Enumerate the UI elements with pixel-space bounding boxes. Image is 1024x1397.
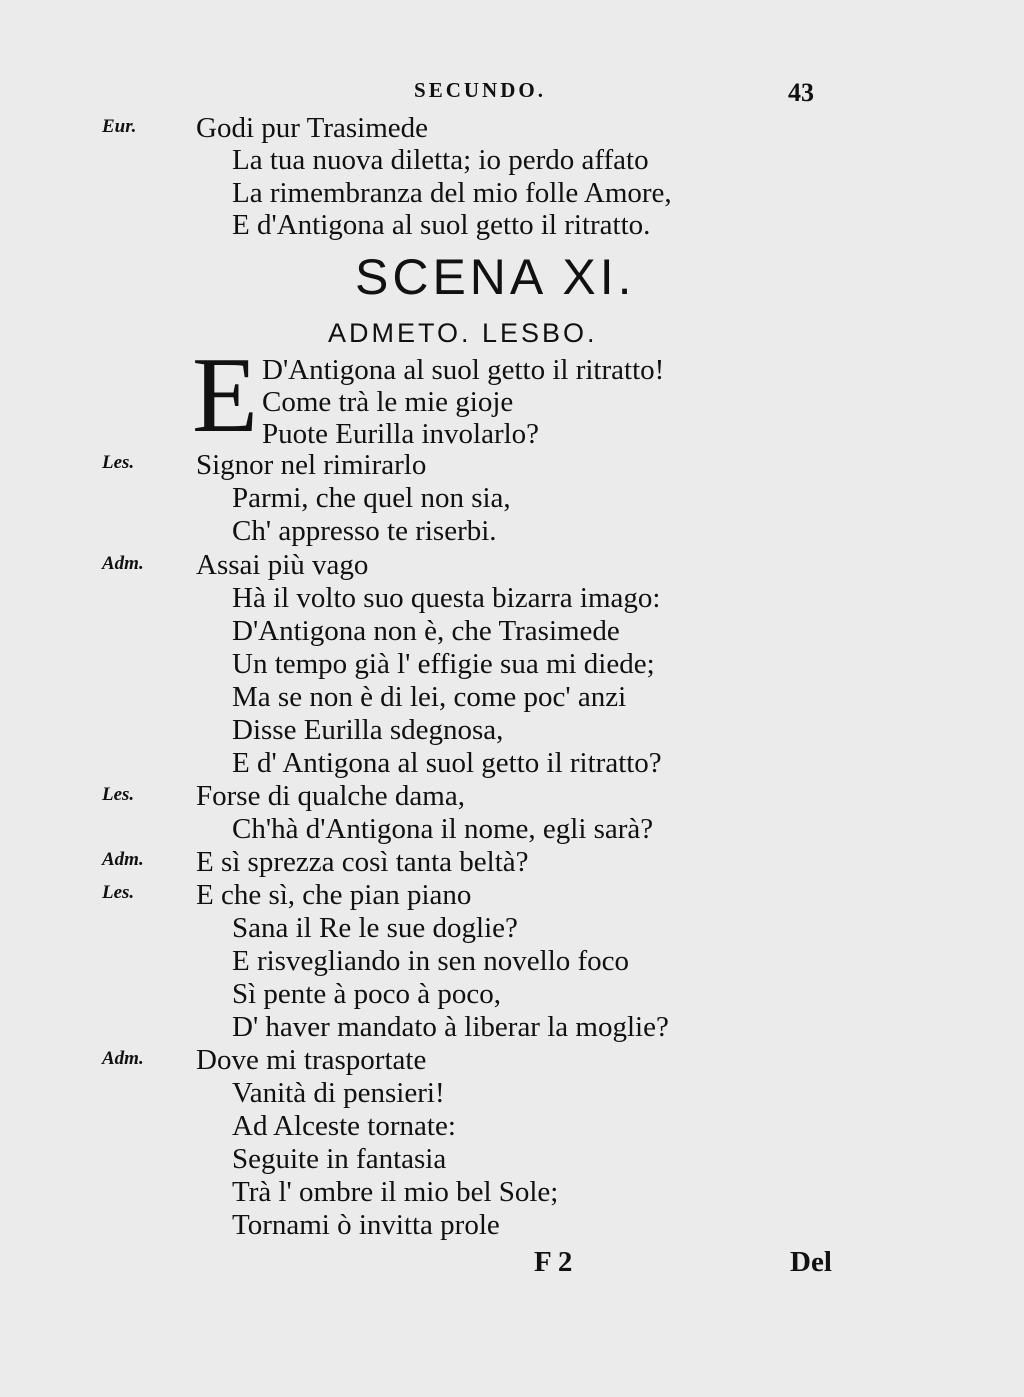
speaker-label: Les. bbox=[102, 452, 135, 473]
speaker-label: Adm. bbox=[102, 1048, 144, 1069]
verse-line: Hà il volto suo questa bizarra imago: bbox=[232, 582, 661, 614]
verse-line: Dove mi trasportate bbox=[196, 1044, 427, 1076]
verse-line: Puote Eurilla involarlo? bbox=[262, 418, 540, 450]
verse-line: Sì pente à poco à poco, bbox=[232, 978, 501, 1010]
speaker-label: Eur. bbox=[102, 116, 137, 137]
verse-line: D'Antigona al suol getto il ritratto! bbox=[262, 354, 665, 386]
verse-line: Un tempo già l' effigie sua mi diede; bbox=[232, 648, 655, 680]
verse-line: Ma se non è di lei, come poc' anzi bbox=[232, 681, 627, 713]
bleed-through-text bbox=[780, 560, 787, 590]
scene-characters: ADMETO. LESBO. bbox=[328, 318, 598, 348]
verse-line: Forse di qualche dama, bbox=[196, 780, 465, 812]
verse-line: Assai più vago bbox=[196, 549, 369, 581]
page-number: 43 bbox=[788, 78, 814, 107]
verse-line: E risvegliando in sen novello foco bbox=[232, 945, 630, 977]
verse-line: Signor nel rimirarlo bbox=[196, 449, 427, 481]
speaker-label: Les. bbox=[102, 784, 135, 805]
verse-line: E d'Antigona al suol getto il ritratto. bbox=[232, 209, 651, 241]
verse-line: E che sì, che pian piano bbox=[196, 879, 472, 911]
speaker-label: Les. bbox=[102, 882, 135, 903]
verse-line: Seguite in fantasia bbox=[232, 1143, 447, 1175]
drop-cap: E bbox=[192, 336, 258, 455]
verse-line: La rimembranza del mio folle Amore, bbox=[232, 177, 672, 209]
running-head: SECUNDO. bbox=[414, 78, 546, 102]
verse-line: Godi pur Trasimede bbox=[196, 112, 428, 144]
verse-line: Vanità di pensieri! bbox=[232, 1077, 445, 1109]
speaker-label: Adm. bbox=[102, 553, 144, 574]
verse-line: Disse Eurilla sdegnosa, bbox=[232, 714, 504, 746]
verse-line: D'Antigona non è, che Trasimede bbox=[232, 615, 620, 647]
verse-line: Sana il Re le sue doglie? bbox=[232, 912, 518, 944]
verse-line: Ch' appresso te riserbi. bbox=[232, 515, 497, 547]
signature-mark: F 2 bbox=[534, 1246, 573, 1278]
verse-line: E d' Antigona al suol getto il ritratto? bbox=[232, 747, 662, 779]
verse-line: Ch'hà d'Antigona il nome, egli sarà? bbox=[232, 813, 654, 845]
speaker-label: Adm. bbox=[102, 849, 144, 870]
verse-line: La tua nuova diletta; io perdo affato bbox=[232, 144, 649, 176]
verse-line: Tornami ò invitta prole bbox=[232, 1209, 500, 1241]
verse-line: Trà l' ombre il mio bel Sole; bbox=[232, 1176, 559, 1208]
verse-line: Come trà le mie gioje bbox=[262, 386, 514, 418]
verse-line: Ad Alceste tornate: bbox=[232, 1110, 456, 1142]
scene-title: SCENA XI. bbox=[355, 249, 636, 305]
verse-line: D' haver mandato à liberar la moglie? bbox=[232, 1011, 669, 1043]
verse-line: E sì sprezza così tanta beltà? bbox=[196, 846, 529, 878]
catchword: Del bbox=[790, 1246, 832, 1278]
verse-line: Parmi, che quel non sia, bbox=[232, 482, 511, 514]
